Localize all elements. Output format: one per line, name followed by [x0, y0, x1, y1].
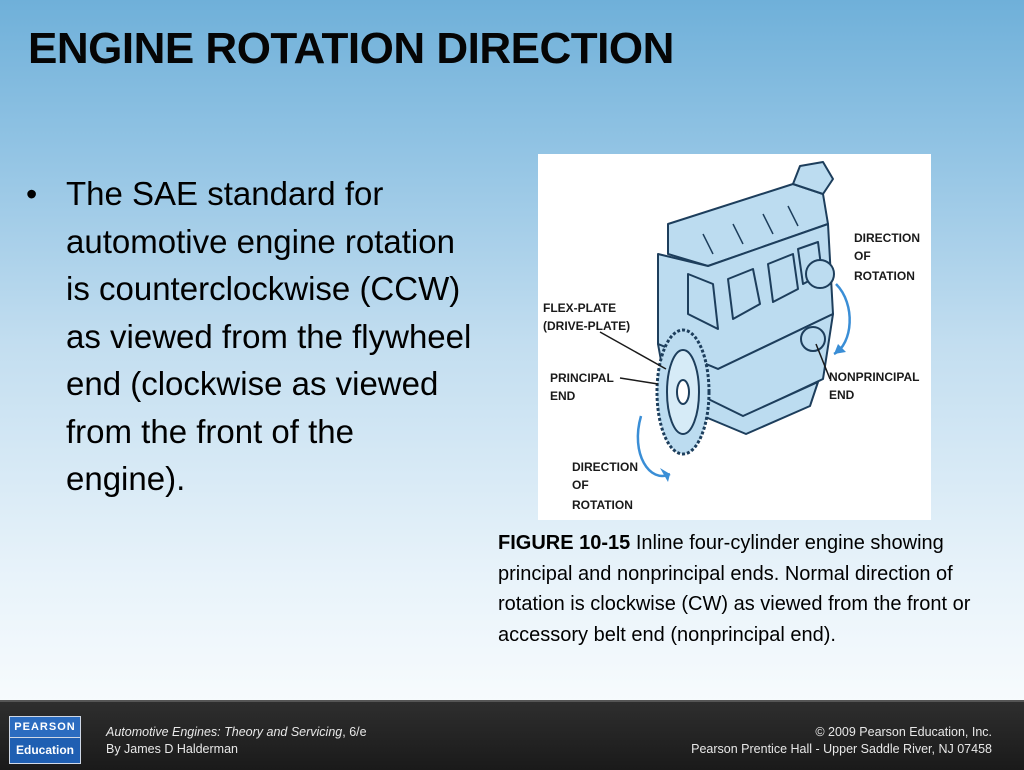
book-title: Automotive Engines: Theory and Servicing	[106, 725, 343, 739]
engine-figure	[538, 154, 931, 520]
front-rotation-arrow	[834, 284, 850, 354]
footer-book-info	[106, 724, 367, 758]
figure-caption	[498, 528, 988, 650]
logo-bottom-text: Education	[15, 743, 74, 757]
pearson-logo	[9, 716, 81, 764]
footer-bar	[0, 700, 1024, 770]
label-flexplate-2: (DRIVE-PLATE)	[543, 319, 631, 333]
caption-text: Inline four-cylinder engine showing principal and nonprincipal ends. Normal direction of rotation is clockwise (CW) as viewed from the front or accessory belt end (nonprincipal end).	[498, 532, 971, 646]
caption-label: FIGURE 10-15	[498, 532, 631, 554]
footer-publisher-info	[691, 724, 992, 758]
book-edition: , 6/e	[342, 725, 367, 739]
copyright: © 2009 Pearson Education, Inc.	[815, 725, 992, 739]
logo-top-text: PEARSON	[10, 717, 80, 738]
engine-diagram	[538, 154, 931, 520]
label-flexplate-1: FLEX-PLATE	[543, 301, 617, 315]
label-direction-bottom-1: DIRECTION	[572, 460, 638, 474]
label-nonprincipal-1: NONPRINCIPAL	[829, 370, 920, 384]
label-principal-1: PRINCIPAL	[550, 371, 614, 385]
bullet-icon: •	[26, 176, 38, 212]
label-direction-bottom-3: ROTATION	[572, 498, 633, 512]
slide-title: ENGINE ROTATION DIRECTION	[28, 24, 674, 73]
label-principal-2: END	[550, 389, 576, 403]
bullet-list	[26, 170, 476, 503]
label-direction-top-1: DIRECTION	[854, 231, 920, 245]
flex-plate	[657, 330, 709, 454]
label-direction-bottom-2: OF	[572, 478, 589, 492]
publisher: Pearson Prentice Hall - Upper Saddle River, NJ 07458	[691, 742, 992, 756]
bullet-text: The SAE standard for automotive engine rotation is counterclockwise (CCW) as viewed from the flywheel end (clockwise as viewed from the front of the engine).	[66, 175, 472, 497]
book-author: By James D Halderman	[106, 742, 238, 756]
label-direction-top-3: ROTATION	[854, 269, 915, 283]
label-nonprincipal-2: END	[829, 388, 855, 402]
label-direction-top-2: OF	[854, 249, 871, 263]
